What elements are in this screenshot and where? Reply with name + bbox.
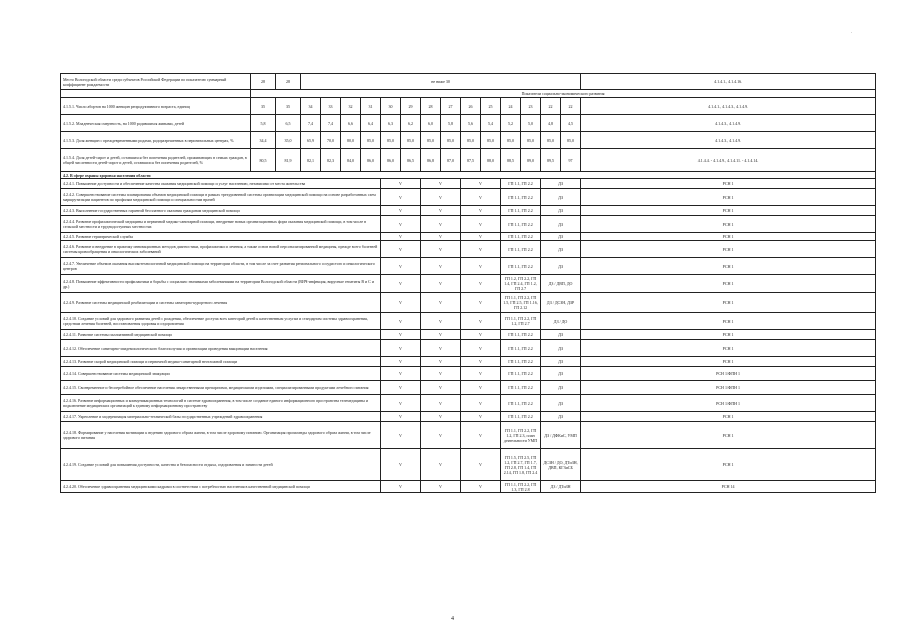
task-ref: РСН 1 (581, 449, 876, 481)
task-stage-mark: V (381, 293, 421, 313)
task-program: ГП 1.1, ГП 2.2, ГП 1.5, ГП 2.5, ГП 1.16, ГП 2.12 (501, 293, 541, 313)
task-stage-mark: V (461, 179, 501, 189)
task-ref: РСН 1 (581, 422, 876, 449)
headline-ref: 4.1.4.1., 4.1.4.16. (581, 74, 876, 90)
task-stage-mark: V (461, 275, 501, 293)
indicator-value: 6,6 (341, 115, 361, 132)
indicator-value: 86,0 (361, 149, 381, 172)
task-program: ГП 1.1, ГП 2.2 (501, 367, 541, 381)
task-responsible: ДЗ (541, 395, 581, 412)
indicator-value: 29 (401, 98, 421, 115)
indicator-value: 4,5 (561, 115, 581, 132)
indicator-value: 6,5 (276, 115, 301, 132)
task-label: 4.2.4.17. Укрепление и модернизация материально-технической базы государственных учреждений здравоохранения (61, 412, 381, 422)
task-ref: РСН 1 (581, 357, 876, 367)
headline-value: 28 (276, 74, 301, 90)
indicator-value: 85,0 (461, 132, 481, 149)
indicator-value: 89,0 (521, 149, 541, 172)
indicator-label: 4.1.5.2. Младенческая смертность, на 1000 родившихся живыми, детей (61, 115, 251, 132)
indicator-value: 34,4 (251, 132, 276, 149)
task-ref: РСН 1 (581, 293, 876, 313)
indicator-value: 35,0 (276, 132, 301, 149)
task-label: 4.2.4.12. Обеспечение санитарно-эпидемиологического благополучия и организации проведения вакцинации населения (61, 340, 381, 357)
task-stage-mark: V (421, 206, 461, 216)
indicator-row (61, 132, 876, 149)
task-program: ГП 1.1, ГП 2.2 (501, 206, 541, 216)
task-label: 4.2.4.4. Развитие профилактической медицины и первичной медико-санитарной помощи, внедрение новых организационных форм оказания медицинской помощи, в том числе в сельской местности и труднодоступных местностях (61, 216, 381, 233)
indicator-row (61, 98, 876, 115)
indicators-header-row (61, 90, 876, 98)
task-ref: РСН 1 (581, 313, 876, 330)
task-stage-mark: V (461, 367, 501, 381)
indicator-value: 6,4 (361, 115, 381, 132)
task-responsible: ДЗ (541, 381, 581, 395)
task-stage-mark: V (381, 189, 421, 206)
task-program: ГП 1.1, ГП 2.2 (501, 340, 541, 357)
task-stage-mark: V (421, 340, 461, 357)
task-label: 4.2.4.3. Выполнение государственных гарантий бесплатного оказания гражданам медицинской помощи (61, 206, 381, 216)
task-responsible: ДЗ (541, 412, 581, 422)
indicators-header: Показатели социально-экономического развития (251, 90, 876, 98)
task-responsible: ДЗ / ДСЗН, ДЗР (541, 293, 581, 313)
indicator-value: 5,8 (441, 115, 461, 132)
indicator-value: 5,8 (251, 115, 276, 132)
task-row (61, 206, 876, 216)
indicator-value: 80,0 (341, 132, 361, 149)
task-stage-mark: V (381, 481, 421, 493)
indicator-value: 85,0 (361, 132, 381, 149)
task-stage-mark: V (381, 381, 421, 395)
section-title: 4.2. В сфере охраны здоровья населения области (61, 172, 876, 179)
task-stage-mark: V (381, 357, 421, 367)
indicator-value: 86,5 (401, 149, 421, 172)
task-stage-mark: V (461, 293, 501, 313)
task-label: 4.2.4.15. Своевременное и бесперебойное обеспечение населения лекарственными препаратами, медицинскими изделиями, специализированными продуктами лечебного питания (61, 381, 381, 395)
task-stage-mark: V (461, 206, 501, 216)
indicator-value: 87,5 (461, 149, 481, 172)
task-program: ГП 1.1, ГП 2.2 (501, 258, 541, 275)
indicator-value: 5,0 (521, 115, 541, 132)
indicator-value: 28 (421, 98, 441, 115)
task-stage-mark: V (461, 189, 501, 206)
indicator-value: 85,0 (401, 132, 421, 149)
indicator-value: 89,5 (541, 149, 561, 172)
task-responsible: ДЗ (541, 241, 581, 258)
task-program: ГП 1.1, ГП 2.2, ГП 1.2, ГП 2.3, план деятельности УМП (501, 422, 541, 449)
task-ref: РСН 1 (581, 258, 876, 275)
task-stage-mark: V (381, 241, 421, 258)
task-stage-mark: V (461, 340, 501, 357)
indicator-value: 86,0 (381, 149, 401, 172)
task-label: 4.2.4.20. Обеспечение здравоохранения медицинскими кадрами в соответствии с потребностью населения в качественной медицинской помощи (61, 481, 381, 493)
task-program: ГП 1.1, ГП 2.2 (501, 381, 541, 395)
task-row (61, 216, 876, 233)
indicator-value: 30 (381, 98, 401, 115)
task-stage-mark: V (461, 381, 501, 395)
task-stage-mark: V (421, 481, 461, 493)
indicator-value: 85,0 (381, 132, 401, 149)
task-stage-mark: V (421, 412, 461, 422)
page-number: 4 (451, 616, 454, 622)
task-stage-mark: V (461, 449, 501, 481)
indicator-value: 85,0 (541, 132, 561, 149)
task-label: 4.2.4.11. Развитие системы паллиативной медицинской помощи (61, 330, 381, 340)
indicator-value: 4,8 (541, 115, 561, 132)
indicator-value: 33 (321, 98, 341, 115)
indicator-value: 82,1 (301, 149, 321, 172)
task-label: 4.2.4.10. Создание условий для здорового развития детей с рождения, обеспечение доступа всех категорий детей к качественным услугам и стандартам системы здравоохранения, средствам лечения болезней, восстановления здоровья и оздоровления (61, 313, 381, 330)
task-stage-mark: V (421, 189, 461, 206)
task-label: 4.2.4.14. Совершенствование системы медицинской эвакуации (61, 367, 381, 381)
indicator-value: 85,0 (441, 132, 461, 149)
task-row (61, 241, 876, 258)
task-stage-mark: V (381, 216, 421, 233)
task-responsible: ДЗ / ДТиЗН (541, 481, 581, 493)
task-ref: РСН 14 (581, 481, 876, 493)
indicator-row (61, 149, 876, 172)
task-stage-mark: V (461, 233, 501, 241)
task-stage-mark: V (421, 275, 461, 293)
task-stage-mark: V (381, 313, 421, 330)
task-label: 4.2.4.6. Развитие и внедрение в практику инновационных методов диагностики, профилактики и лечения, а также основ новой персонализированной медицины, прежде всего болезней системы кровообращения и онкологических заболеваний (61, 241, 381, 258)
task-stage-mark: V (381, 179, 421, 189)
task-stage-mark: V (461, 357, 501, 367)
task-stage-mark: V (461, 330, 501, 340)
indicator-label: 4.1.5.1. Число абортов на 1000 женщин репродуктивного возраста, единиц (61, 98, 251, 115)
headline-label: Место Вологодской области среди субъектов Российской Федерации по показателю суммарный коэффициент рождаемости (61, 74, 251, 90)
indicator-value: 22 (561, 98, 581, 115)
task-stage-mark: V (381, 275, 421, 293)
task-responsible: ДЗ (541, 206, 581, 216)
task-ref: РСН 1 (581, 412, 876, 422)
task-stage-mark: V (461, 422, 501, 449)
indicator-value: 22 (541, 98, 561, 115)
task-row (61, 357, 876, 367)
task-row (61, 367, 876, 381)
indicator-value: 24 (501, 98, 521, 115)
task-stage-mark: V (381, 258, 421, 275)
task-ref: РСН 1 (581, 330, 876, 340)
task-program: ГП 1.1, ГП 2.2, ГП 1.3, ГП 2.8 (501, 481, 541, 493)
task-stage-mark: V (421, 313, 461, 330)
task-ref: РСН 1/ФПН 1 (581, 381, 876, 395)
task-responsible: ДЗ / ДВП, ДО (541, 275, 581, 293)
task-stage-mark: V (461, 241, 501, 258)
indicator-value: 85,0 (561, 132, 581, 149)
indicator-value: 5,4 (481, 115, 501, 132)
indicator-value: 26 (461, 98, 481, 115)
task-program: ГП 1.1, ГП 2.2 (501, 233, 541, 241)
task-stage-mark: V (461, 313, 501, 330)
task-stage-mark: V (381, 449, 421, 481)
indicator-ref: 4.1.4.3., 4.1.4.9. (581, 115, 876, 132)
indicator-label: 4.1.5.4. Доля детей-сирот и детей, оставшихся без попечения родителей, проживающих в семьях граждан, в общей численности детей-сирот и детей, оставшихся без попечения родителей, % (61, 149, 251, 172)
indicator-value: 85,0 (501, 132, 521, 149)
task-responsible: ДЗ / ДФКиС, УМП (541, 422, 581, 449)
indicator-value: 84,0 (341, 149, 361, 172)
task-ref: РСН 1 (581, 233, 876, 241)
indicator-value: 35 (276, 98, 301, 115)
indicator-value: 80,5 (251, 149, 276, 172)
task-row (61, 313, 876, 330)
task-responsible: ДЗ (541, 330, 581, 340)
task-program: ГП 1.1, ГП 2.2 (501, 357, 541, 367)
task-stage-mark: V (381, 422, 421, 449)
indicator-value: 6,3 (381, 115, 401, 132)
task-stage-mark: V (381, 412, 421, 422)
empty-cell (61, 90, 251, 98)
task-row (61, 449, 876, 481)
task-stage-mark: V (421, 381, 461, 395)
task-label: 4.2.4.13. Развитие скорой медицинской помощи и первичной медико-санитарной неотложной помощи (61, 357, 381, 367)
task-ref: РСН 1/ФПН 1 (581, 395, 876, 412)
headline-value: 28 (251, 74, 276, 90)
indicator-value: 6,2 (401, 115, 421, 132)
indicator-value: 97 (561, 149, 581, 172)
task-row (61, 395, 876, 412)
indicator-value: 85,0 (481, 132, 501, 149)
task-responsible: ДЗ (541, 216, 581, 233)
task-stage-mark: V (461, 258, 501, 275)
task-label: 4.2.4.1. Повышение доступности и обеспечение качества оказания медицинской помощи и услуг населению, независимо от места жительства (61, 179, 381, 189)
indicator-value: 88,0 (481, 149, 501, 172)
task-row (61, 275, 876, 293)
task-row (61, 179, 876, 189)
indicator-value: 7,4 (301, 115, 321, 132)
indicator-value: 88,5 (501, 149, 521, 172)
indicator-value: 82,3 (321, 149, 341, 172)
indicator-value: 31 (361, 98, 381, 115)
indicator-ref: 4.1.4.1., 4.1.4.3., 4.1.4.9. (581, 98, 876, 115)
task-responsible: ДЗ (541, 179, 581, 189)
task-responsible: ДЗ / ДО (541, 313, 581, 330)
task-stage-mark: V (381, 330, 421, 340)
task-label: 4.2.4.8. Повышение эффективности профилактики и борьбы с социально значимыми заболеваниями на территории Вологодской области (ВИЧ-инфекция, вирусные гепатиты В и С и др.) (61, 275, 381, 293)
indicator-value: 5,6 (461, 115, 481, 132)
task-program: ГП 1.1, ГП 2.2 (501, 412, 541, 422)
task-stage-mark: V (381, 395, 421, 412)
indicator-ref: 4.1.4.4. - 4.1.4.9., 4.1.4.11. - 4.1.4.14. (581, 149, 876, 172)
task-responsible: ДЗ (541, 258, 581, 275)
task-row (61, 340, 876, 357)
indicator-value: 7,4 (321, 115, 341, 132)
task-ref: РСН 1 (581, 206, 876, 216)
corner-mark: . (851, 30, 853, 35)
task-stage-mark: V (381, 340, 421, 357)
indicator-value: 32 (341, 98, 361, 115)
task-label: 4.2.4.16. Развитие информационных и коммуникационных технологий в системе здравоохранения, в том числе создание единого информационного пространства телемедицины и подключение медицинских организаций к единому информационному пространству (61, 395, 381, 412)
indicator-value: 35 (251, 98, 276, 115)
section-title-row (61, 172, 876, 179)
task-program: ГП 1.1, ГП 2.2 (501, 330, 541, 340)
task-responsible: ДЗ (541, 367, 581, 381)
task-row (61, 481, 876, 493)
headline-row (61, 74, 876, 90)
strategy-table (60, 73, 876, 493)
task-stage-mark: V (421, 395, 461, 412)
task-stage-mark: V (421, 241, 461, 258)
task-program: ГП 1.1, ГП 2.2, ГП 1.2, ГП 2.7 (501, 313, 541, 330)
indicator-value: 85,0 (421, 132, 441, 149)
task-stage-mark: V (421, 422, 461, 449)
indicator-row (61, 115, 876, 132)
task-row (61, 293, 876, 313)
task-program: ГП 1.2, ГП 2.2, ГП 1.4, ГП 2.4, ГП 1.2, ГП 2.7 (501, 275, 541, 293)
task-program: ГП 1.1, ГП 2.2 (501, 179, 541, 189)
task-stage-mark: V (381, 233, 421, 241)
task-row (61, 189, 876, 206)
indicator-ref: 4.1.4.3., 4.1.4.9. (581, 132, 876, 149)
task-ref: РСН 1 (581, 340, 876, 357)
task-label: 4.2.4.19. Создание условий для повышения доступности, качества и безопасности отдыха, оздоровления и занятости детей (61, 449, 381, 481)
task-stage-mark: V (461, 481, 501, 493)
task-stage-mark: V (381, 367, 421, 381)
task-responsible: ДЗ (541, 233, 581, 241)
task-label: 4.2.4.7. Увеличение объемов оказания высокотехнологичной медицинской помощи на территории области, в том числе за счет развития регионального сосудистого и онкологического центров (61, 258, 381, 275)
indicator-value: 65,9 (301, 132, 321, 149)
indicator-value: 81,9 (276, 149, 301, 172)
task-label: 4.2.4.9. Развитие системы медицинской реабилитации и системы санаторно-курортного лечения (61, 293, 381, 313)
task-responsible: ДСЗН / ДО, ДТиЗН, ДВП, КГЗиСБ (541, 449, 581, 481)
task-ref: РСН 1 (581, 275, 876, 293)
task-ref: РСН 1 (581, 189, 876, 206)
task-program: ГП 1.1, ГП 2.2 (501, 189, 541, 206)
task-stage-mark: V (421, 293, 461, 313)
indicator-value: 23 (521, 98, 541, 115)
task-label: 4.2.4.2. Совершенствование системы планирования объемов медицинской помощи в рамках трехуровневой системы организации медицинской помощи на основе разработанных схем маршрутизации пациентов по профилям медицинской помощи и специальностям врачей (61, 189, 381, 206)
task-program: ГП 1.1, ГП 2.2 (501, 241, 541, 258)
indicator-value: 70,0 (321, 132, 341, 149)
indicator-value: 25 (481, 98, 501, 115)
task-stage-mark: V (421, 367, 461, 381)
task-ref: РСН 1 (581, 179, 876, 189)
task-row (61, 233, 876, 241)
task-program: ГП 1.5, ГП 2.5, ГП 1.2, ГП 2.7, ГП 1.7, ГП 2.8, ГП 1.4, ГП 2.14, ГП 1.8, ГП 2.4 (501, 449, 541, 481)
task-stage-mark: V (461, 412, 501, 422)
indicator-value: 27 (441, 98, 461, 115)
task-row (61, 258, 876, 275)
task-stage-mark: V (421, 330, 461, 340)
task-stage-mark: V (461, 216, 501, 233)
task-responsible: ДЗ (541, 340, 581, 357)
task-stage-mark: V (421, 449, 461, 481)
task-ref: РСН 1 (581, 216, 876, 233)
task-program: ГП 1.1, ГП 2.2 (501, 216, 541, 233)
indicator-label: 4.1.5.3. Доля женщин с преждевременными родами, родоразрешенных в перинатальных центрах, % (61, 132, 251, 149)
task-row (61, 422, 876, 449)
task-stage-mark: V (381, 206, 421, 216)
task-row (61, 412, 876, 422)
indicator-value: 5,2 (501, 115, 521, 132)
headline-span-value: не ниже 30 (301, 74, 581, 90)
indicator-value: 85,0 (521, 132, 541, 149)
task-stage-mark: V (421, 233, 461, 241)
task-stage-mark: V (421, 179, 461, 189)
indicator-value: 86,8 (421, 149, 441, 172)
indicator-value: 34 (301, 98, 321, 115)
task-responsible: ДЗ (541, 189, 581, 206)
task-row (61, 330, 876, 340)
task-row (61, 381, 876, 395)
task-stage-mark: V (421, 258, 461, 275)
task-label: 4.2.4.5. Развитие гериатрической службы (61, 233, 381, 241)
task-stage-mark: V (421, 216, 461, 233)
task-stage-mark: V (421, 357, 461, 367)
task-label: 4.2.4.18. Формирование у населения мотивации к ведению здорового образа жизни, в том числе здоровому питанию. Организация пропаганды здорового образа жизни, в том числе здорового питания (61, 422, 381, 449)
indicator-value: 87,0 (441, 149, 461, 172)
task-ref: РСН 1 (581, 241, 876, 258)
task-program: ГП 1.1, ГП 2.2 (501, 395, 541, 412)
task-ref: РСН 1/ФПН 1 (581, 367, 876, 381)
task-stage-mark: V (461, 395, 501, 412)
indicator-value: 6,0 (421, 115, 441, 132)
task-responsible: ДЗ (541, 357, 581, 367)
